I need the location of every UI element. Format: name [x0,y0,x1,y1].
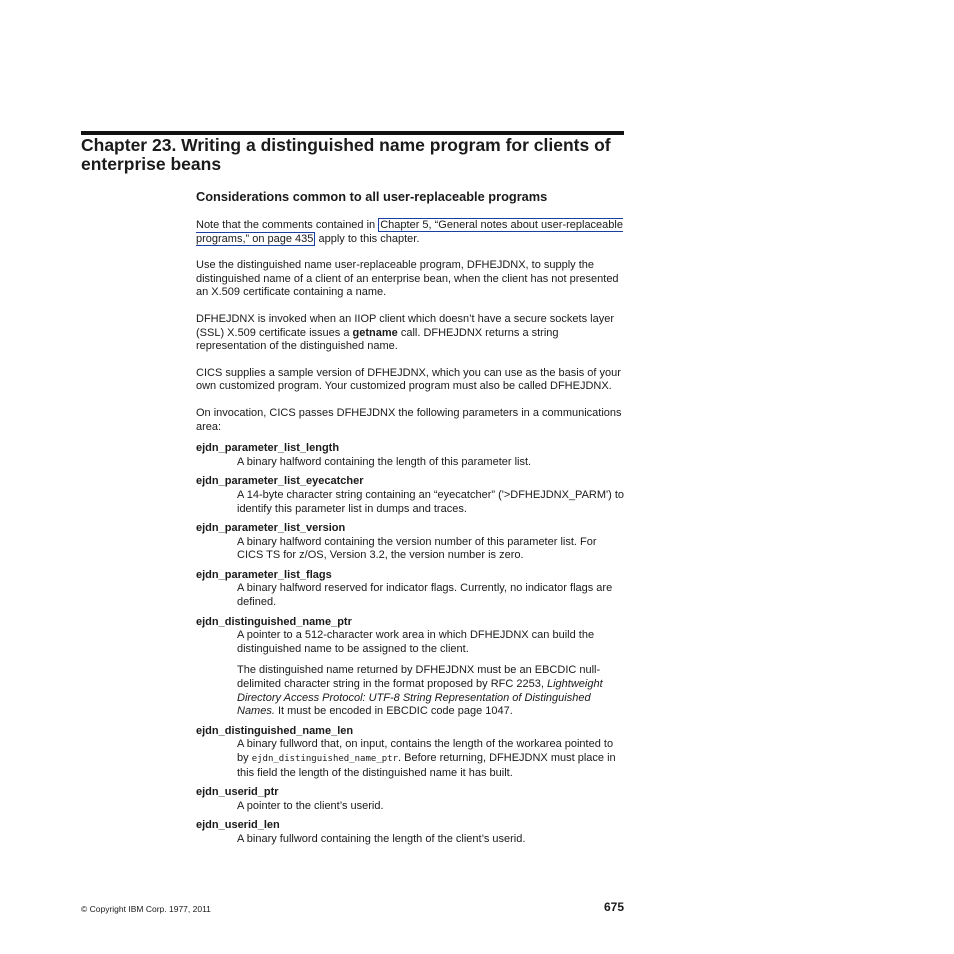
paragraph-purpose: Use the distinguished name user-replaceable program, DFHEJDNX, to supply the distinguished name of a client of an enterprise bean, when the client has not presented an X.509 certificate containing a name. [196,259,619,299]
param-term: ejdn_distinguished_name_len [196,724,354,737]
param-description: A binary halfword containing the version number of this parameter list. For CICS TS for z/OS, Version 3.2, the version number is zero. [237,535,597,562]
param-description: A pointer to a 512-character work area in which DFHEJDNX can build the distinguished name to be assigned to the client. [237,629,595,655]
param-term: ejdn_userid_len [196,819,280,832]
param-term: ejdn_parameter_list_version [196,522,346,535]
parameter-list [196,442,624,846]
param-note: The distinguished name returned by DFHEJDNX must be an EBCDIC null-delimited character string in the format proposed by RFC 2253, Lightweight Directory Access Protocol: UTF-8 String Representation of Distinguished Names. It must be encoded in EBCDIC code page 1047. [237,664,603,718]
chapter-title: Chapter 23. Writing a distinguished name program for clients of enterprise beans [81,135,611,174]
paragraph-parameters-intro: On invocation, CICS passes DFHEJDNX the following parameters in a communications area: [196,406,622,433]
page-body [196,189,624,853]
param-description: A 14-byte character string containing an “eyecatcher” ('>DFHEJDNX_PARM') to identify this parameter list in dumps and traces. [237,488,625,515]
footer-copyright: © Copyright IBM Corp. 1977, 2011 [81,904,211,914]
paragraph-invocation: DFHEJDNX is invoked when an IIOP client which doesn’t have a secure sockets layer (SSL) X.509 certificate issues a getname call. DFHEJDNX returns a string representation of the distinguished name. [196,312,614,353]
chapter-5-link[interactable]: Chapter 5, “General notes about user-replaceable programs,” on page 435 [196,219,623,245]
paragraph-sample: CICS supplies a sample version of DFHEJDNX, which you can use as the basis of your own customized program. Your customized program must also be called DFHEJDNX. [196,366,621,393]
param-term: ejdn_parameter_list_length [196,442,340,455]
param-description: A binary halfword reserved for indicator flags. Currently, no indicator flags are defined. [237,582,613,609]
param-description: A binary halfword containing the length of this parameter list. [237,455,532,468]
param-term: ejdn_parameter_list_eyecatcher [196,475,364,488]
intro-paragraph: Note that the comments contained in Chapter 5, “General notes about user-replaceable programs,” on page 435 apply to this chapter. [196,219,623,245]
param-term: ejdn_userid_ptr [196,786,279,799]
param-term: ejdn_distinguished_name_ptr [196,615,352,628]
page-number: 675 [603,900,624,914]
param-description: A binary fullword containing the length of the client’s userid. [237,832,526,845]
section-heading: Considerations common to all user-replaceable programs [196,189,548,204]
param-description: A binary fullword that, on input, contains the length of the workarea pointed to by ejdn_distinguished_name_ptr. Before returning, DFHEJDNX must place in this field the length of the distinguished name it has built. [237,738,616,779]
param-term: ejdn_parameter_list_flags [196,568,332,581]
param-description: A pointer to the client’s userid. [237,799,384,812]
